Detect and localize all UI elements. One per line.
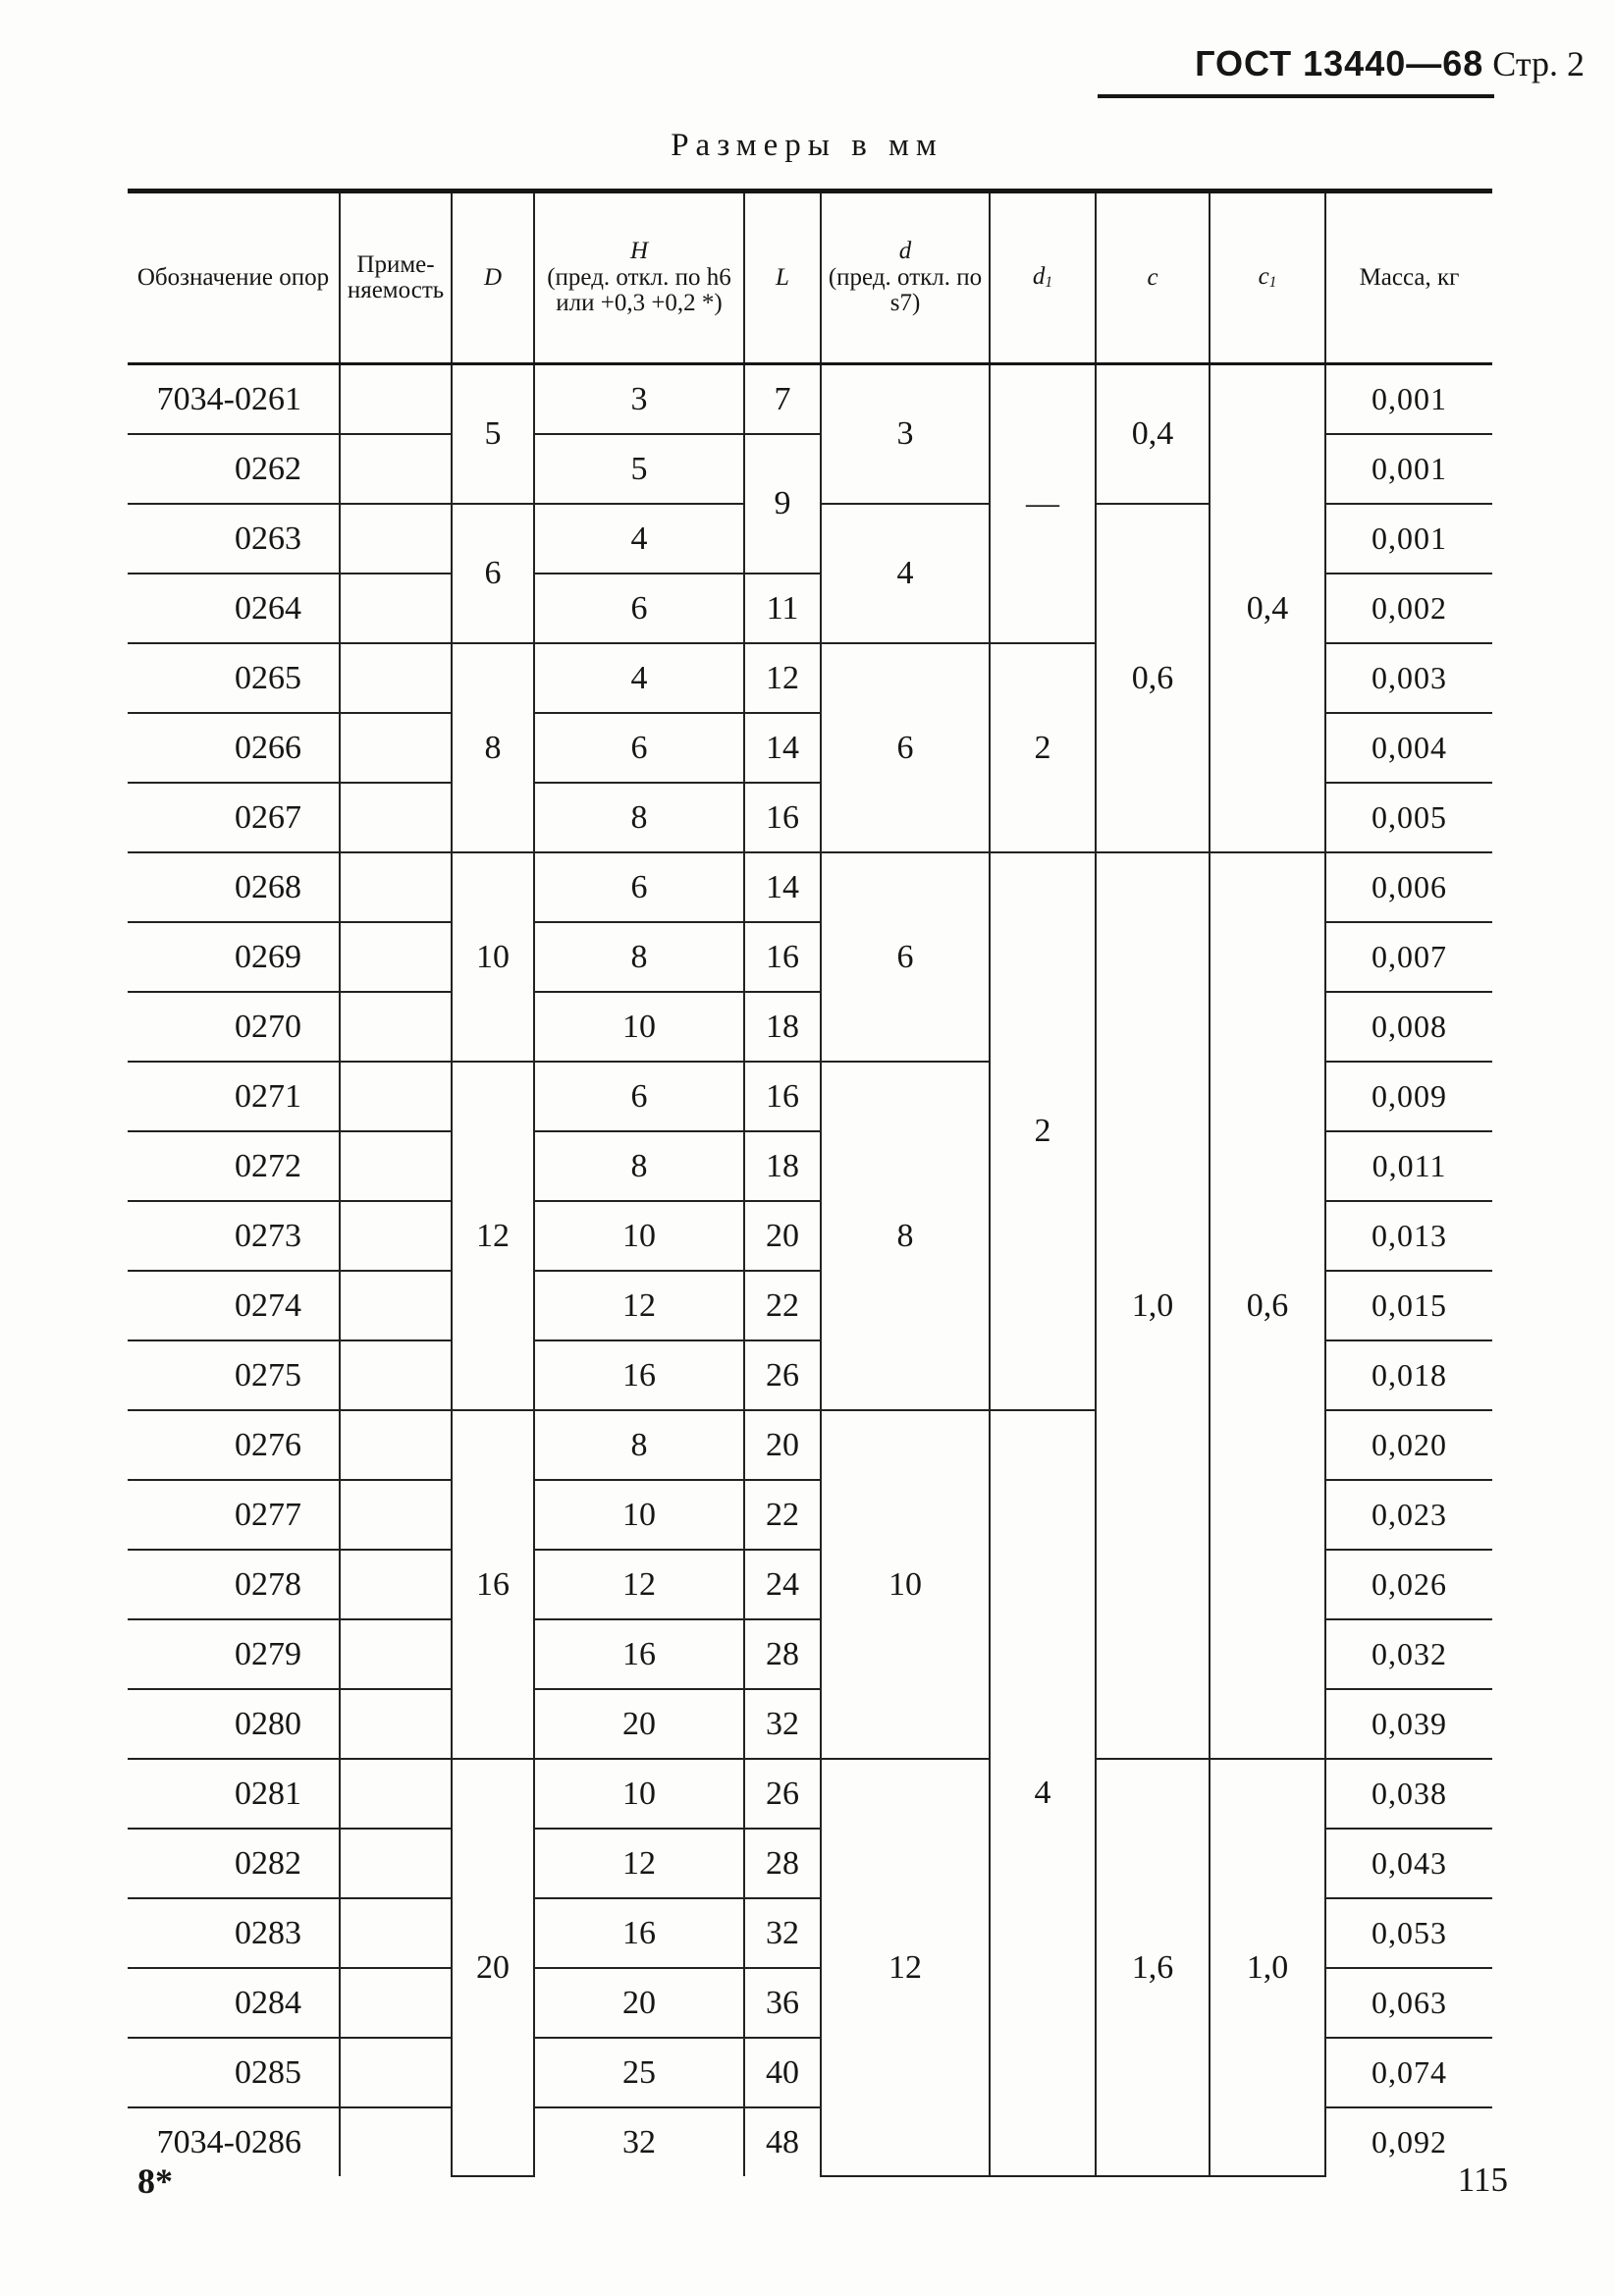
applicability-cell <box>340 1829 452 1898</box>
mass-cell: 0,007 <box>1325 922 1492 992</box>
col-header-c1 <box>1210 191 1325 364</box>
table-row <box>128 1759 1492 1829</box>
D-symbol: D <box>483 263 503 291</box>
H-cell: 6 <box>534 1062 744 1131</box>
designation-cell: 0262 <box>128 434 340 504</box>
designation-cell: 0285 <box>128 2038 340 2107</box>
H-cell: 12 <box>534 1829 744 1898</box>
applicability-cell <box>340 1619 452 1689</box>
H-cell: 6 <box>534 852 744 922</box>
mass-cell: 0,001 <box>1325 364 1492 435</box>
H-cell: 8 <box>534 922 744 992</box>
L-cell: 20 <box>744 1201 821 1271</box>
mass-cell: 0,001 <box>1325 434 1492 504</box>
table-row <box>128 364 1492 435</box>
table-header-row <box>128 191 1492 364</box>
col-header-mass: Масса, кг <box>1325 191 1492 364</box>
c-cell: 1,6 <box>1096 1759 1210 2176</box>
mass-cell: 0,008 <box>1325 992 1492 1062</box>
designation-cell: 0270 <box>128 992 340 1062</box>
c1-cell: 0,4 <box>1210 364 1325 853</box>
applicability-cell <box>340 1968 452 2038</box>
mass-cell: 0,023 <box>1325 1480 1492 1550</box>
H-cell: 16 <box>534 1619 744 1689</box>
c1-symbol: $c_1$ <box>1258 263 1277 292</box>
standard-number: ГОСТ 13440—68 <box>1195 43 1484 83</box>
footer-left-mark: 8* <box>137 2161 173 2201</box>
L-cell: 7 <box>744 364 821 435</box>
H-cell: 16 <box>534 1898 744 1968</box>
H-cell: 12 <box>534 1550 744 1619</box>
mass-cell: 0,009 <box>1325 1062 1492 1131</box>
designation-cell: 0268 <box>128 852 340 922</box>
c-cell: 0,4 <box>1096 364 1210 505</box>
col-header-L <box>744 191 821 364</box>
D-cell: 8 <box>452 643 534 852</box>
applicability-cell <box>340 713 452 783</box>
designation-cell: 0269 <box>128 922 340 992</box>
L-cell: 20 <box>744 1410 821 1480</box>
H-cell: 6 <box>534 713 744 783</box>
designation-cell: 0273 <box>128 1201 340 1271</box>
L-cell: 28 <box>744 1619 821 1689</box>
applicability-cell <box>340 922 452 992</box>
L-cell: 14 <box>744 852 821 922</box>
mass-cell: 0,026 <box>1325 1550 1492 1619</box>
d-cell: 12 <box>821 1759 990 2176</box>
d-cell: 6 <box>821 852 990 1062</box>
D-cell: 6 <box>452 504 534 643</box>
mass-cell: 0,038 <box>1325 1759 1492 1829</box>
L-cell: 18 <box>744 1131 821 1201</box>
H-cell: 10 <box>534 1480 744 1550</box>
L-cell: 18 <box>744 992 821 1062</box>
D-cell: 12 <box>452 1062 534 1410</box>
L-cell: 14 <box>744 713 821 783</box>
H-cell: 20 <box>534 1689 744 1759</box>
designation-cell: 0283 <box>128 1898 340 1968</box>
applicability-cell <box>340 1480 452 1550</box>
table-row <box>128 852 1492 922</box>
mass-cell: 0,011 <box>1325 1131 1492 1201</box>
L-cell: 28 <box>744 1829 821 1898</box>
D-cell: 16 <box>452 1410 534 1759</box>
designation-cell: 0266 <box>128 713 340 783</box>
H-cell: 10 <box>534 1201 744 1271</box>
applicability-cell <box>340 992 452 1062</box>
L-cell: 16 <box>744 783 821 852</box>
designation-cell: 0272 <box>128 1131 340 1201</box>
d-symbol: d <box>898 238 912 265</box>
d1-cell: 4 <box>990 1410 1096 2176</box>
col-header-applicability: Приме-няемость <box>340 191 452 364</box>
col-header-d1 <box>990 191 1096 364</box>
applicability-cell <box>340 852 452 922</box>
applicability-cell <box>340 783 452 852</box>
mass-cell: 0,013 <box>1325 1201 1492 1271</box>
H-cell: 12 <box>534 1271 744 1340</box>
mass-cell: 0,053 <box>1325 1898 1492 1968</box>
mass-cell: 0,005 <box>1325 783 1492 852</box>
applicability-cell <box>340 1131 452 1201</box>
d1-cell: — <box>990 364 1096 644</box>
H-cell: 4 <box>534 504 744 574</box>
d-cell: 4 <box>821 504 990 643</box>
applicability-cell <box>340 1062 452 1131</box>
applicability-cell <box>340 1410 452 1480</box>
applicability-cell <box>340 1898 452 1968</box>
c-cell: 1,0 <box>1096 852 1210 1759</box>
applicability-cell <box>340 1759 452 1829</box>
d-cell: 8 <box>821 1062 990 1410</box>
c-symbol: c <box>1147 263 1158 291</box>
mass-cell: 0,032 <box>1325 1619 1492 1689</box>
applicability-cell <box>340 643 452 713</box>
L-cell: 12 <box>744 643 821 713</box>
page-number: 115 <box>1457 2160 1508 2199</box>
applicability-cell <box>340 1340 452 1410</box>
H-cell: 16 <box>534 1340 744 1410</box>
H-symbol: H <box>629 238 649 265</box>
page-label: Стр. 2 <box>1492 44 1585 83</box>
designation-cell: 0271 <box>128 1062 340 1131</box>
L-cell: 48 <box>744 2107 821 2176</box>
L-cell: 40 <box>744 2038 821 2107</box>
applicability-cell <box>340 1689 452 1759</box>
L-cell: 9 <box>744 434 821 574</box>
d1-cell: 2 <box>990 643 1096 852</box>
mass-cell: 0,001 <box>1325 504 1492 574</box>
H-cell: 25 <box>534 2038 744 2107</box>
mass-cell: 0,039 <box>1325 1689 1492 1759</box>
c1-cell: 1,0 <box>1210 1759 1325 2176</box>
H-cell: 8 <box>534 783 744 852</box>
designation-cell: 0279 <box>128 1619 340 1689</box>
H-cell: 3 <box>534 364 744 435</box>
mass-cell: 0,006 <box>1325 852 1492 922</box>
L-cell: 26 <box>744 1340 821 1410</box>
designation-cell: 7034-0261 <box>128 364 340 435</box>
L-cell: 16 <box>744 922 821 992</box>
d-tolerance-note: (пред. откл. по s7) <box>828 263 983 317</box>
applicability-cell <box>340 2038 452 2107</box>
L-cell: 32 <box>744 1689 821 1759</box>
dimensions-table <box>128 189 1492 2177</box>
mass-cell: 0,004 <box>1325 713 1492 783</box>
designation-cell: 0265 <box>128 643 340 713</box>
mass-cell: 0,074 <box>1325 2038 1492 2107</box>
designation-cell: 0278 <box>128 1550 340 1619</box>
designation-cell: 7034-0286 <box>156 2123 301 2160</box>
mass-cell: 0,003 <box>1325 643 1492 713</box>
applicability-cell <box>340 1201 452 1271</box>
d1-cell: 2 <box>990 852 1096 1410</box>
designation-cell: 0281 <box>128 1759 340 1829</box>
designation-cell: 0282 <box>128 1829 340 1898</box>
designation-cell: 0277 <box>128 1480 340 1550</box>
designation-cell: 0264 <box>128 574 340 643</box>
designation-cell: 0267 <box>128 783 340 852</box>
mass-cell: 0,015 <box>1325 1271 1492 1340</box>
designation-cell: 0284 <box>128 1968 340 2038</box>
designation-cell: 0275 <box>128 1340 340 1410</box>
designation-cell: 0276 <box>128 1410 340 1480</box>
L-cell: 24 <box>744 1550 821 1619</box>
H-cell: 8 <box>534 1131 744 1201</box>
d1-symbol: $d_1$ <box>1032 263 1053 292</box>
mass-cell: 0,063 <box>1325 1968 1492 2038</box>
mass-cell: 0,002 <box>1325 574 1492 643</box>
applicability-cell <box>340 1271 452 1340</box>
col-header-H <box>534 191 744 364</box>
d-cell: 3 <box>821 364 990 505</box>
applicability-cell <box>340 2107 452 2176</box>
applicability-cell <box>340 434 452 504</box>
designation-cell: 0280 <box>128 1689 340 1759</box>
page-header <box>1195 43 1585 84</box>
H-cell: 5 <box>534 434 744 504</box>
L-cell: 11 <box>744 574 821 643</box>
table-caption: Размеры в мм <box>671 128 943 163</box>
H-cell: 10 <box>534 1759 744 1829</box>
D-cell: 10 <box>452 852 534 1062</box>
c-cell: 0,6 <box>1096 504 1210 852</box>
applicability-cell <box>340 1550 452 1619</box>
col-header-D <box>452 191 534 364</box>
D-cell: 20 <box>452 1759 534 2176</box>
L-cell: 22 <box>744 1271 821 1340</box>
c1-cell: 0,6 <box>1210 852 1325 1759</box>
L-cell: 32 <box>744 1898 821 1968</box>
H-cell: 8 <box>534 1410 744 1480</box>
mass-cell: 0,018 <box>1325 1340 1492 1410</box>
mass-cell: 0,092 <box>1325 2107 1492 2176</box>
H-cell: 32 <box>534 2107 744 2176</box>
L-cell: 26 <box>744 1759 821 1829</box>
H-cell: 10 <box>534 992 744 1062</box>
designation-cell: 0274 <box>128 1271 340 1340</box>
mass-cell: 0,043 <box>1325 1829 1492 1898</box>
L-cell: 22 <box>744 1480 821 1550</box>
L-symbol: L <box>776 263 789 291</box>
mass-cell: 0,020 <box>1325 1410 1492 1480</box>
L-cell: 16 <box>744 1062 821 1131</box>
H-tolerance-note: (пред. откл. по h6 или +0,3 +0,2 *) <box>547 263 731 317</box>
applicability-cell <box>340 504 452 574</box>
H-cell: 4 <box>534 643 744 713</box>
applicability-cell <box>340 574 452 643</box>
H-cell: 6 <box>534 574 744 643</box>
designation-cell: 0263 <box>128 504 340 574</box>
header-rule <box>1098 94 1494 98</box>
col-header-c <box>1096 191 1210 364</box>
col-header-designation: Обозначение опор <box>128 191 340 364</box>
col-header-d <box>821 191 990 364</box>
D-cell: 5 <box>452 364 534 505</box>
H-cell: 20 <box>534 1968 744 2038</box>
d-cell: 6 <box>821 643 990 852</box>
d-cell: 10 <box>821 1410 990 1759</box>
applicability-cell <box>340 364 452 435</box>
L-cell: 36 <box>744 1968 821 2038</box>
